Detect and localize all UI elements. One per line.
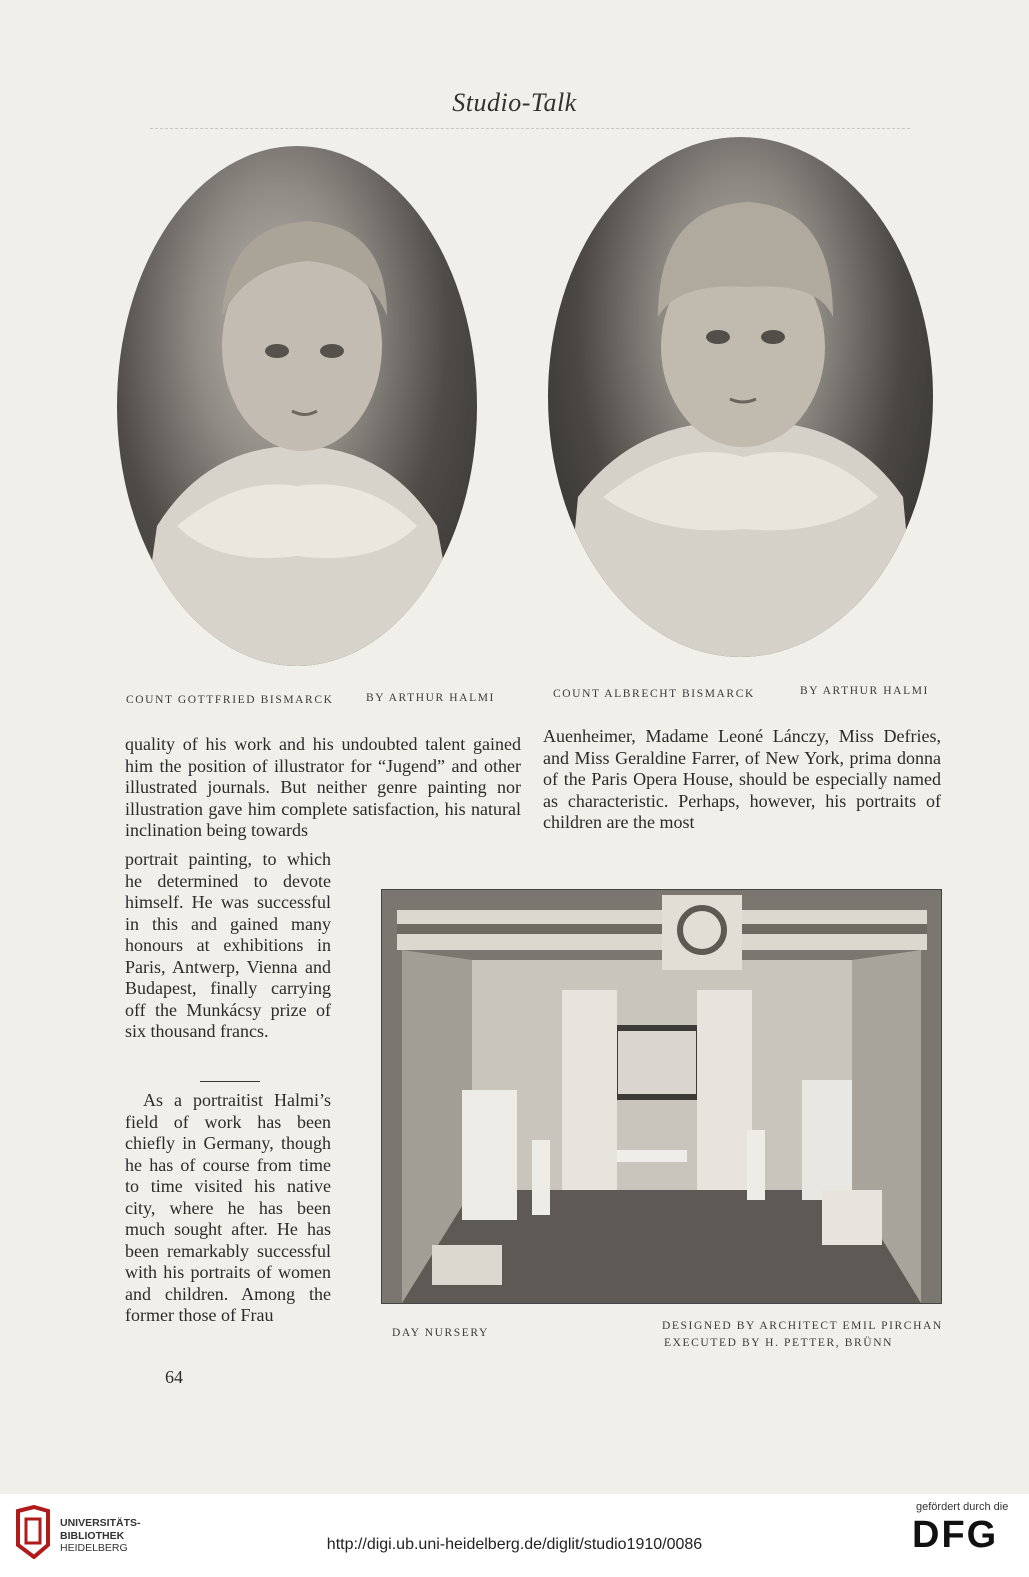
section-rule (200, 1081, 260, 1082)
page-number: 64 (165, 1367, 183, 1387)
caption-albrecht-subject: COUNT ALBRECHT BISMARCK (553, 688, 755, 700)
portrait-gottfried-figure (117, 146, 477, 666)
caption-albrecht-artist: BY ARTHUR HALMI (800, 685, 929, 697)
body-text-left: quality of his work and his undoubted talent gained him the position of illustrator for “Jugend” and other illustrated journals. But neither genre painting nor illustration gave him complete satisfaction, his natural inclination being towards (125, 734, 521, 840)
caption-executor: EXECUTED BY H. PETTER, BRÜNN (664, 1337, 894, 1349)
caption-gottfried-artist: BY ARTHUR HALMI (366, 692, 495, 704)
nursery-photo (381, 889, 942, 1304)
portrait-albrecht-figure (548, 137, 933, 657)
ub-line-3: HEIDELBERG (60, 1542, 128, 1554)
caption-gottfried-subject: COUNT GOTTFRIED BISMARCK (126, 694, 334, 706)
source-url-link[interactable]: http://digi.ub.uni-heidelberg.de/diglit/studio1910/0086 (326, 1536, 703, 1553)
body-text-narrow-1: portrait painting, to which he determined to devote himself. He was successful in this and gained many honours at exhibitions in Paris, Antwerp, Vienna and Budapest, finally carrying off the Munkácsy prize of six thousand francs. (125, 849, 331, 1041)
ub-line-1: UNIVERSITÄTS- (60, 1517, 141, 1529)
header-rule (150, 128, 910, 129)
body-text-narrow-2: As a portraitist Halmi’s field of work has been chiefly in Germany, though he has of course from time to time visited his native city, where he has been much sought after. He has been remarkably successful with his portraits of women and children. Among the former those of Frau (125, 1090, 331, 1325)
portrait-albrecht (548, 137, 933, 657)
dfg-logo: DFG (912, 1514, 999, 1556)
caption-designer: DESIGNED BY ARCHITECT EMIL PIRCHAN (662, 1320, 943, 1332)
body-text-right: Auenheimer, Madame Leoné Lánczy, Miss Defries, and Miss Geraldine Farrer, of New York, prima donna of the Paris Opera House, should be especially named as characteristic. Perhaps, however, his portraits of children are the most (543, 726, 941, 832)
ub-line-2: BIBLIOTHEK (60, 1529, 125, 1542)
running-header: Studio-Talk (452, 88, 577, 117)
dfg-funding-note: gefördert durch die (916, 1501, 1009, 1513)
portrait-gottfried (117, 146, 477, 666)
caption-day-nursery: DAY NURSERY (392, 1327, 489, 1339)
nursery-photo-scene (382, 890, 941, 1303)
